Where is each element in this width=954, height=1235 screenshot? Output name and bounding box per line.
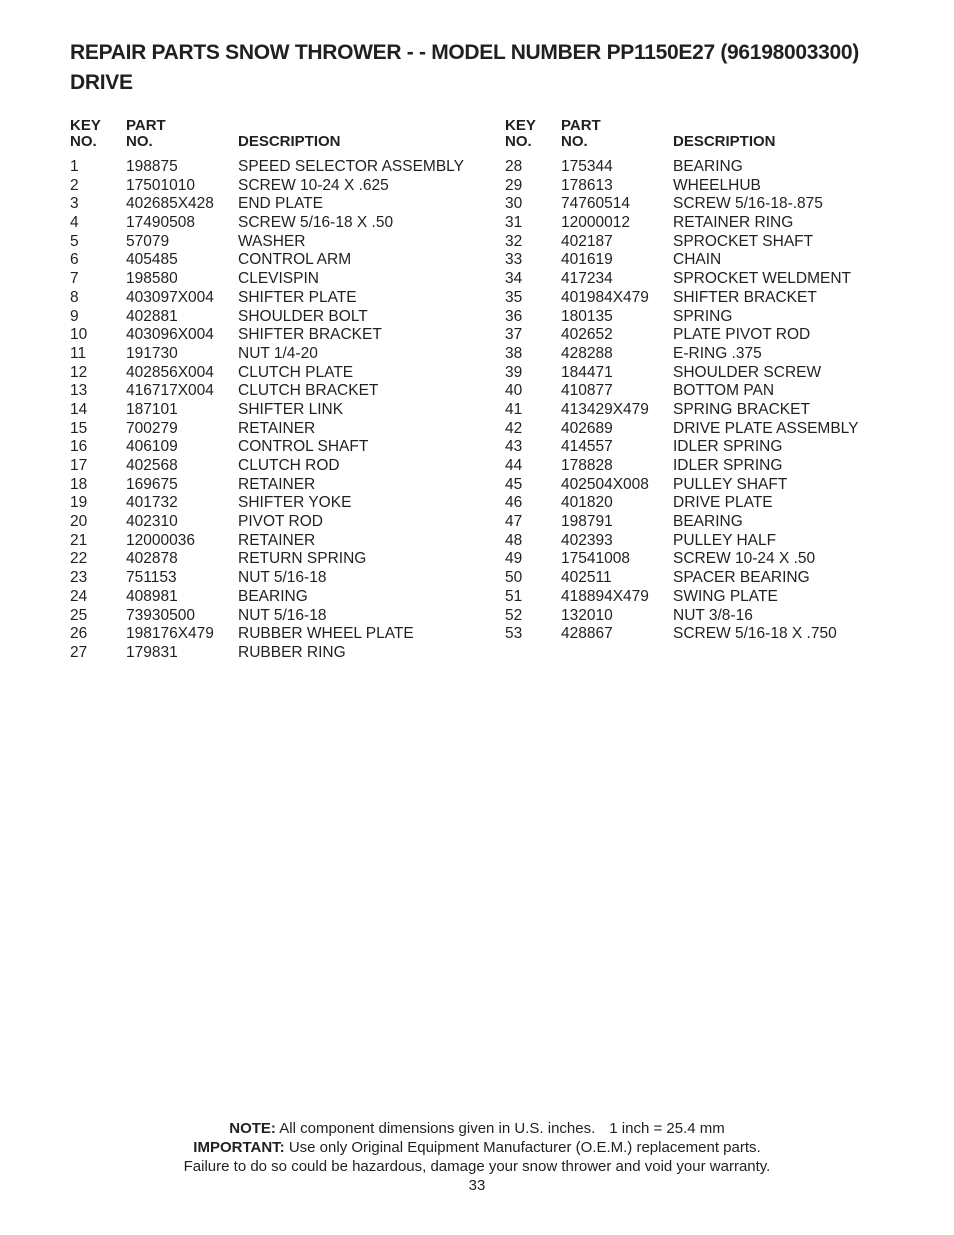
page-title-line-2: DRIVE [70, 71, 133, 94]
parts-row [70, 158, 490, 177]
description-cell: SHOULDER SCREW [673, 363, 822, 381]
description-cell: RUBBER RING [238, 643, 346, 661]
part-no-cell: 402568 [126, 457, 178, 474]
description-cell: NUT 1/4-20 [238, 344, 318, 362]
warning-line: Failure to do so could be hazardous, damage your snow thrower and void your warranty. [183, 1158, 771, 1175]
description-cell: BEARING [238, 587, 308, 605]
part-no-cell: 401619 [561, 251, 613, 269]
part-no-cell: 180135 [561, 307, 613, 325]
part-no-cell: 414557 [561, 438, 613, 456]
part-no-cell: 178828 [561, 457, 613, 474]
description-cell: CONTROL ARM [238, 251, 352, 269]
parts-row [505, 457, 935, 476]
part-no-cell: 17541008 [561, 550, 630, 568]
key-no-cell: 28 [505, 158, 523, 175]
part-no-cell: 406109 [126, 438, 178, 456]
part-no-cell: 17490508 [126, 214, 195, 232]
key-no-cell: 3 [70, 195, 79, 213]
part-no-cell: 402652 [561, 326, 613, 344]
page-title-line-1: REPAIR PARTS SNOW THROWER - - MODEL NUMBER PP1150E27 (96198003300) [70, 41, 859, 64]
part-no-cell: 405485 [126, 251, 178, 269]
key-no-cell: 51 [505, 587, 523, 605]
parts-row [70, 513, 490, 532]
description-cell: SWING PLATE [673, 587, 778, 605]
description-cell: WASHER [238, 232, 306, 250]
part-no-cell: 402689 [561, 419, 613, 437]
key-no-cell: 31 [505, 214, 523, 232]
key-no-cell: 12 [70, 363, 88, 381]
key-no-cell: 7 [70, 270, 79, 288]
parts-rows [505, 158, 935, 644]
key-no-cell: 17 [70, 457, 88, 474]
description-cell: SCREW 5/16-18 X .750 [673, 625, 837, 643]
parts-row [505, 494, 935, 513]
key-no-cell: 22 [70, 550, 88, 568]
parts-row [70, 382, 490, 401]
description-cell: BEARING [673, 158, 743, 175]
description-cell: PIVOT ROD [238, 513, 323, 531]
page-title [70, 38, 930, 98]
part-no-cell: 401984X479 [561, 288, 649, 306]
part-no-cell: 179831 [126, 643, 178, 661]
key-no-cell: 25 [70, 606, 88, 624]
key-no-cell: 14 [70, 400, 88, 418]
parts-row [505, 345, 935, 364]
page-number: 33 [468, 1177, 486, 1194]
part-no-cell: 198580 [126, 270, 178, 288]
parts-row [70, 177, 490, 196]
description-cell: SCREW 10-24 X .50 [673, 550, 816, 568]
key-no-cell: 33 [505, 251, 523, 269]
description-cell: CONTROL SHAFT [238, 438, 369, 456]
part-no-cell: 178613 [561, 176, 613, 194]
part-no-cell: 73930500 [126, 606, 195, 624]
parts-row [70, 420, 490, 439]
parts-row [70, 438, 490, 457]
key-no-cell: 24 [70, 587, 88, 605]
description-cell: SHIFTER YOKE [238, 494, 352, 512]
footer-notes [0, 1119, 954, 1195]
description-cell: SHIFTER BRACKET [238, 326, 382, 344]
key-no-cell: 30 [505, 195, 523, 213]
parts-row [70, 270, 490, 289]
key-no-cell: 53 [505, 625, 523, 643]
parts-row [505, 438, 935, 457]
key-no-cell: 10 [70, 326, 88, 344]
key-no-cell: 18 [70, 475, 88, 493]
parts-row [505, 308, 935, 327]
part-no-cell: 175344 [561, 158, 613, 175]
parts-row [70, 457, 490, 476]
description-cell: RETAINER [238, 475, 316, 493]
part-no-cell: 751153 [126, 569, 177, 587]
parts-row [70, 532, 490, 551]
parts-row [505, 513, 935, 532]
key-no-cell: 9 [70, 307, 79, 325]
description-header: DESCRIPTION [673, 133, 776, 150]
parts-row [70, 195, 490, 214]
key-no-cell: 37 [505, 326, 523, 344]
conversion-text: 1 inch = 25.4 mm [609, 1120, 725, 1137]
parts-row [505, 195, 935, 214]
key-no-cell: 46 [505, 494, 523, 512]
description-cell: SHIFTER LINK [238, 400, 344, 418]
parts-row [70, 214, 490, 233]
part-no-cell: 198791 [561, 513, 613, 531]
part-no-cell: 418894X479 [561, 587, 649, 605]
parts-list-header [505, 116, 935, 156]
key-no-cell: 16 [70, 438, 88, 456]
key-no-cell: 44 [505, 457, 523, 474]
part-no-cell: 191730 [126, 344, 178, 362]
description-cell: DRIVE PLATE ASSEMBLY [673, 419, 859, 437]
parts-row [70, 401, 490, 420]
key-no-cell: 38 [505, 344, 523, 362]
key-no-header-line-1: KEY [70, 117, 101, 134]
key-no-cell: 41 [505, 400, 523, 418]
note-label: NOTE: [229, 1120, 276, 1137]
parts-row [70, 625, 490, 644]
part-no-cell: 401820 [561, 494, 613, 512]
part-no-cell: 410877 [561, 382, 613, 400]
part-no-cell: 402856X004 [126, 363, 214, 381]
description-cell: NUT 3/8-16 [673, 606, 753, 624]
key-no-cell: 1 [70, 158, 79, 175]
key-no-cell: 8 [70, 288, 79, 306]
key-no-cell: 40 [505, 382, 523, 400]
part-no-cell: 402504X008 [561, 475, 649, 493]
parts-list-header [70, 116, 490, 156]
key-no-cell: 4 [70, 214, 79, 232]
key-no-cell: 19 [70, 494, 88, 512]
key-no-header-line-2: NO. [505, 133, 532, 150]
parts-row [505, 420, 935, 439]
part-no-cell: 12000036 [126, 531, 195, 549]
parts-row [505, 588, 935, 607]
parts-row [70, 607, 490, 626]
description-cell: RETAINER [238, 531, 316, 549]
description-cell: IDLER SPRING [673, 457, 783, 474]
key-no-cell: 21 [70, 531, 88, 549]
description-cell: RETURN SPRING [238, 550, 367, 568]
part-no-cell: 17501010 [126, 176, 195, 194]
note-line [0, 1119, 954, 1138]
important-line [0, 1138, 954, 1157]
part-no-cell: 402881 [126, 307, 178, 325]
description-cell: SHIFTER PLATE [238, 288, 357, 306]
part-no-cell: 403096X004 [126, 326, 214, 344]
description-cell: CLUTCH ROD [238, 457, 340, 474]
part-no-cell: 408981 [126, 587, 178, 605]
description-cell: SCREW 5/16-18 X .50 [238, 214, 394, 232]
description-cell: RETAINER [238, 419, 316, 437]
parts-row [505, 177, 935, 196]
parts-row [505, 214, 935, 233]
parts-row [70, 644, 490, 663]
key-no-cell: 26 [70, 625, 88, 643]
parts-row [505, 625, 935, 644]
part-no-cell: 12000012 [561, 214, 630, 232]
key-no-cell: 50 [505, 569, 523, 587]
key-no-cell: 42 [505, 419, 523, 437]
part-no-cell: 403097X004 [126, 288, 214, 306]
part-no-cell: 402393 [561, 531, 613, 549]
part-no-header-line-1: PART [126, 117, 166, 134]
description-cell: CLUTCH PLATE [238, 363, 354, 381]
key-no-cell: 48 [505, 531, 523, 549]
parts-row [505, 550, 935, 569]
description-cell: SPACER BEARING [673, 569, 810, 587]
parts-rows [70, 158, 490, 663]
description-cell: SHOULDER BOLT [238, 307, 368, 325]
key-no-header-line-1: KEY [505, 117, 536, 134]
description-cell: E-RING .375 [673, 344, 762, 362]
part-no-cell: 428867 [561, 625, 613, 643]
description-cell: PLATE PIVOT ROD [673, 326, 811, 344]
key-no-cell: 43 [505, 438, 523, 456]
key-no-cell: 23 [70, 569, 88, 587]
key-no-cell: 6 [70, 251, 79, 269]
parts-row [70, 550, 490, 569]
description-cell: PULLEY HALF [673, 531, 777, 549]
part-no-cell: 428288 [561, 344, 613, 362]
parts-row [505, 158, 935, 177]
part-no-header-line-2: NO. [126, 133, 153, 150]
parts-row [505, 569, 935, 588]
part-no-cell: 198176X479 [126, 625, 214, 643]
part-no-cell: 402511 [561, 569, 612, 587]
important-label: IMPORTANT: [193, 1139, 285, 1156]
description-cell: CHAIN [673, 251, 722, 269]
parts-row [70, 345, 490, 364]
key-no-cell: 52 [505, 606, 523, 624]
description-cell: RUBBER WHEEL PLATE [238, 625, 414, 643]
key-no-cell: 32 [505, 232, 523, 250]
parts-row [505, 532, 935, 551]
parts-row [505, 607, 935, 626]
key-no-cell: 34 [505, 270, 523, 288]
description-cell: SPROCKET WELDMENT [673, 270, 851, 288]
parts-row [70, 494, 490, 513]
description-cell: SCREW 10-24 X .625 [238, 176, 389, 194]
description-cell: SHIFTER BRACKET [673, 288, 817, 306]
note-text: All component dimensions given in U.S. inches. [279, 1120, 596, 1137]
part-no-cell: 184471 [561, 363, 613, 381]
description-cell: SPRING BRACKET [673, 400, 810, 418]
description-cell: SPROCKET SHAFT [673, 232, 814, 250]
parts-row [505, 382, 935, 401]
parts-list-left [70, 116, 490, 663]
description-cell: RETAINER RING [673, 214, 794, 232]
key-no-cell: 13 [70, 382, 88, 400]
parts-row [505, 364, 935, 383]
key-no-cell: 29 [505, 176, 523, 194]
description-cell: CLEVISPIN [238, 270, 319, 288]
parts-row [70, 289, 490, 308]
parts-row [505, 233, 935, 252]
parts-row [70, 233, 490, 252]
part-no-cell: 198875 [126, 158, 178, 175]
parts-row [70, 364, 490, 383]
important-text: Use only Original Equipment Manufacturer (O.E.M.) replacement parts. [288, 1139, 761, 1156]
parts-row [505, 476, 935, 495]
part-no-header-line-2: NO. [561, 133, 588, 150]
part-no-cell: 416717X004 [126, 382, 214, 400]
description-cell: END PLATE [238, 195, 323, 213]
parts-row [70, 308, 490, 327]
parts-row [505, 326, 935, 345]
part-no-cell: 187101 [126, 400, 178, 418]
part-no-cell: 132010 [561, 606, 613, 624]
part-no-cell: 169675 [126, 475, 178, 493]
key-no-cell: 11 [70, 344, 87, 362]
parts-row [70, 588, 490, 607]
key-no-cell: 20 [70, 513, 88, 531]
part-no-cell: 57079 [126, 232, 170, 250]
key-no-cell: 35 [505, 288, 523, 306]
parts-row [505, 401, 935, 420]
key-no-cell: 5 [70, 232, 79, 250]
parts-row [505, 251, 935, 270]
description-cell: SCREW 5/16-18-.875 [673, 195, 823, 213]
description-cell: WHEELHUB [673, 176, 761, 194]
part-no-cell: 402187 [561, 232, 613, 250]
key-no-cell: 45 [505, 475, 523, 493]
part-no-cell: 402685X428 [126, 195, 214, 213]
description-cell: NUT 5/16-18 [238, 569, 327, 587]
key-no-cell: 2 [70, 176, 79, 194]
description-cell: SPEED SELECTOR ASSEMBLY [238, 158, 464, 175]
parts-row [505, 289, 935, 308]
parts-row [70, 251, 490, 270]
part-no-cell: 402310 [126, 513, 178, 531]
key-no-cell: 36 [505, 307, 523, 325]
description-cell: IDLER SPRING [673, 438, 783, 456]
part-no-cell: 413429X479 [561, 400, 649, 418]
part-no-cell: 402878 [126, 550, 178, 568]
part-no-header-line-1: PART [561, 117, 601, 134]
part-no-cell: 401732 [126, 494, 178, 512]
key-no-cell: 15 [70, 419, 88, 437]
part-no-cell: 700279 [126, 419, 178, 437]
key-no-header-line-2: NO. [70, 133, 97, 150]
key-no-cell: 39 [505, 363, 523, 381]
parts-row [70, 326, 490, 345]
description-cell: BEARING [673, 513, 743, 531]
key-no-cell: 27 [70, 643, 88, 661]
description-cell: CLUTCH BRACKET [238, 382, 379, 400]
description-cell: SPRING [673, 307, 733, 325]
parts-row [505, 270, 935, 289]
part-no-cell: 417234 [561, 270, 613, 288]
description-cell: PULLEY SHAFT [673, 475, 788, 493]
key-no-cell: 49 [505, 550, 523, 568]
key-no-cell: 47 [505, 513, 523, 531]
description-cell: NUT 5/16-18 [238, 606, 327, 624]
parts-list-right [505, 116, 935, 644]
part-no-cell: 74760514 [561, 195, 630, 213]
description-cell: DRIVE PLATE [673, 494, 773, 512]
parts-row [70, 476, 490, 495]
description-header: DESCRIPTION [238, 133, 341, 150]
description-cell: BOTTOM PAN [673, 382, 775, 400]
parts-row [70, 569, 490, 588]
